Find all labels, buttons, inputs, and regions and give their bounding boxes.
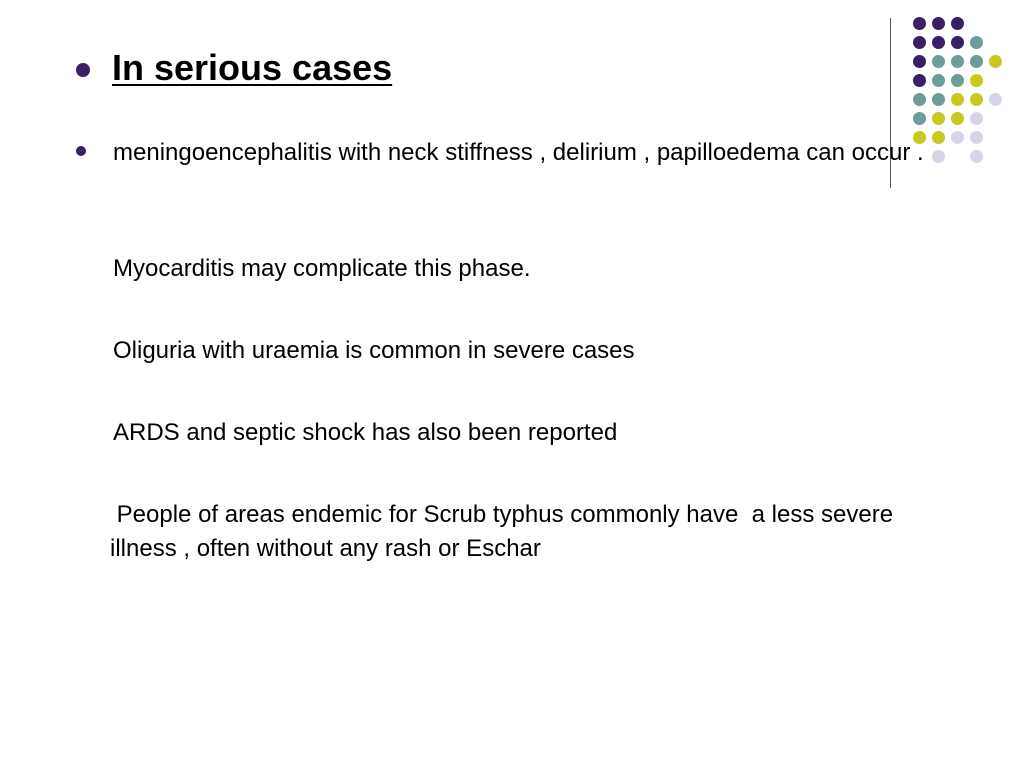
- paragraph-ards: ARDS and septic shock has also been reported: [113, 419, 618, 446]
- decorative-dot: [932, 36, 945, 49]
- decorative-dot: [970, 93, 983, 106]
- decorative-dot: [951, 55, 964, 68]
- decorative-dot: [951, 36, 964, 49]
- decorative-dot: [932, 17, 945, 30]
- bullet-dot-icon: [76, 63, 90, 77]
- paragraph-oliguria: Oliguria with uraemia is common in severe cases: [113, 337, 635, 364]
- decorative-dot: [913, 74, 926, 87]
- decorative-dot: [970, 74, 983, 87]
- bullet-text: meningoencephalitis with neck stiffness , delirium , papilloedema can occur .: [113, 139, 924, 166]
- decorative-dot: [932, 74, 945, 87]
- paragraph-endemic: People of areas endemic for Scrub typhus commonly have a less severe illness , often without any rash or Eschar: [110, 501, 900, 562]
- title-row: [76, 44, 392, 92]
- bullet-item: [76, 136, 943, 170]
- decorative-dot: [970, 150, 983, 163]
- decorative-dot: [913, 17, 926, 30]
- decorative-dot: [932, 112, 945, 125]
- decorative-dot: [989, 55, 1002, 68]
- paragraph-myocarditis: Myocarditis may complicate this phase.: [113, 255, 531, 282]
- decorative-dot: [932, 55, 945, 68]
- decorative-dot: [932, 93, 945, 106]
- decorative-dot: [989, 93, 1002, 106]
- decorative-dot: [970, 55, 983, 68]
- decorative-dot: [951, 93, 964, 106]
- decorative-dot: [970, 112, 983, 125]
- decorative-dot: [970, 131, 983, 144]
- decorative-dot: [951, 131, 964, 144]
- decorative-dot: [951, 112, 964, 125]
- decorative-dot: [913, 55, 926, 68]
- decorative-dot: [951, 17, 964, 30]
- decorative-dot: [913, 112, 926, 125]
- decorative-dot: [913, 93, 926, 106]
- bullet-dot-icon: [76, 146, 86, 156]
- slide-title: In serious cases: [112, 47, 393, 88]
- decorative-dot: [970, 36, 983, 49]
- decorative-dot-grid: [0, 0, 1024, 200]
- decorative-dot: [951, 74, 964, 87]
- decorative-dot: [913, 36, 926, 49]
